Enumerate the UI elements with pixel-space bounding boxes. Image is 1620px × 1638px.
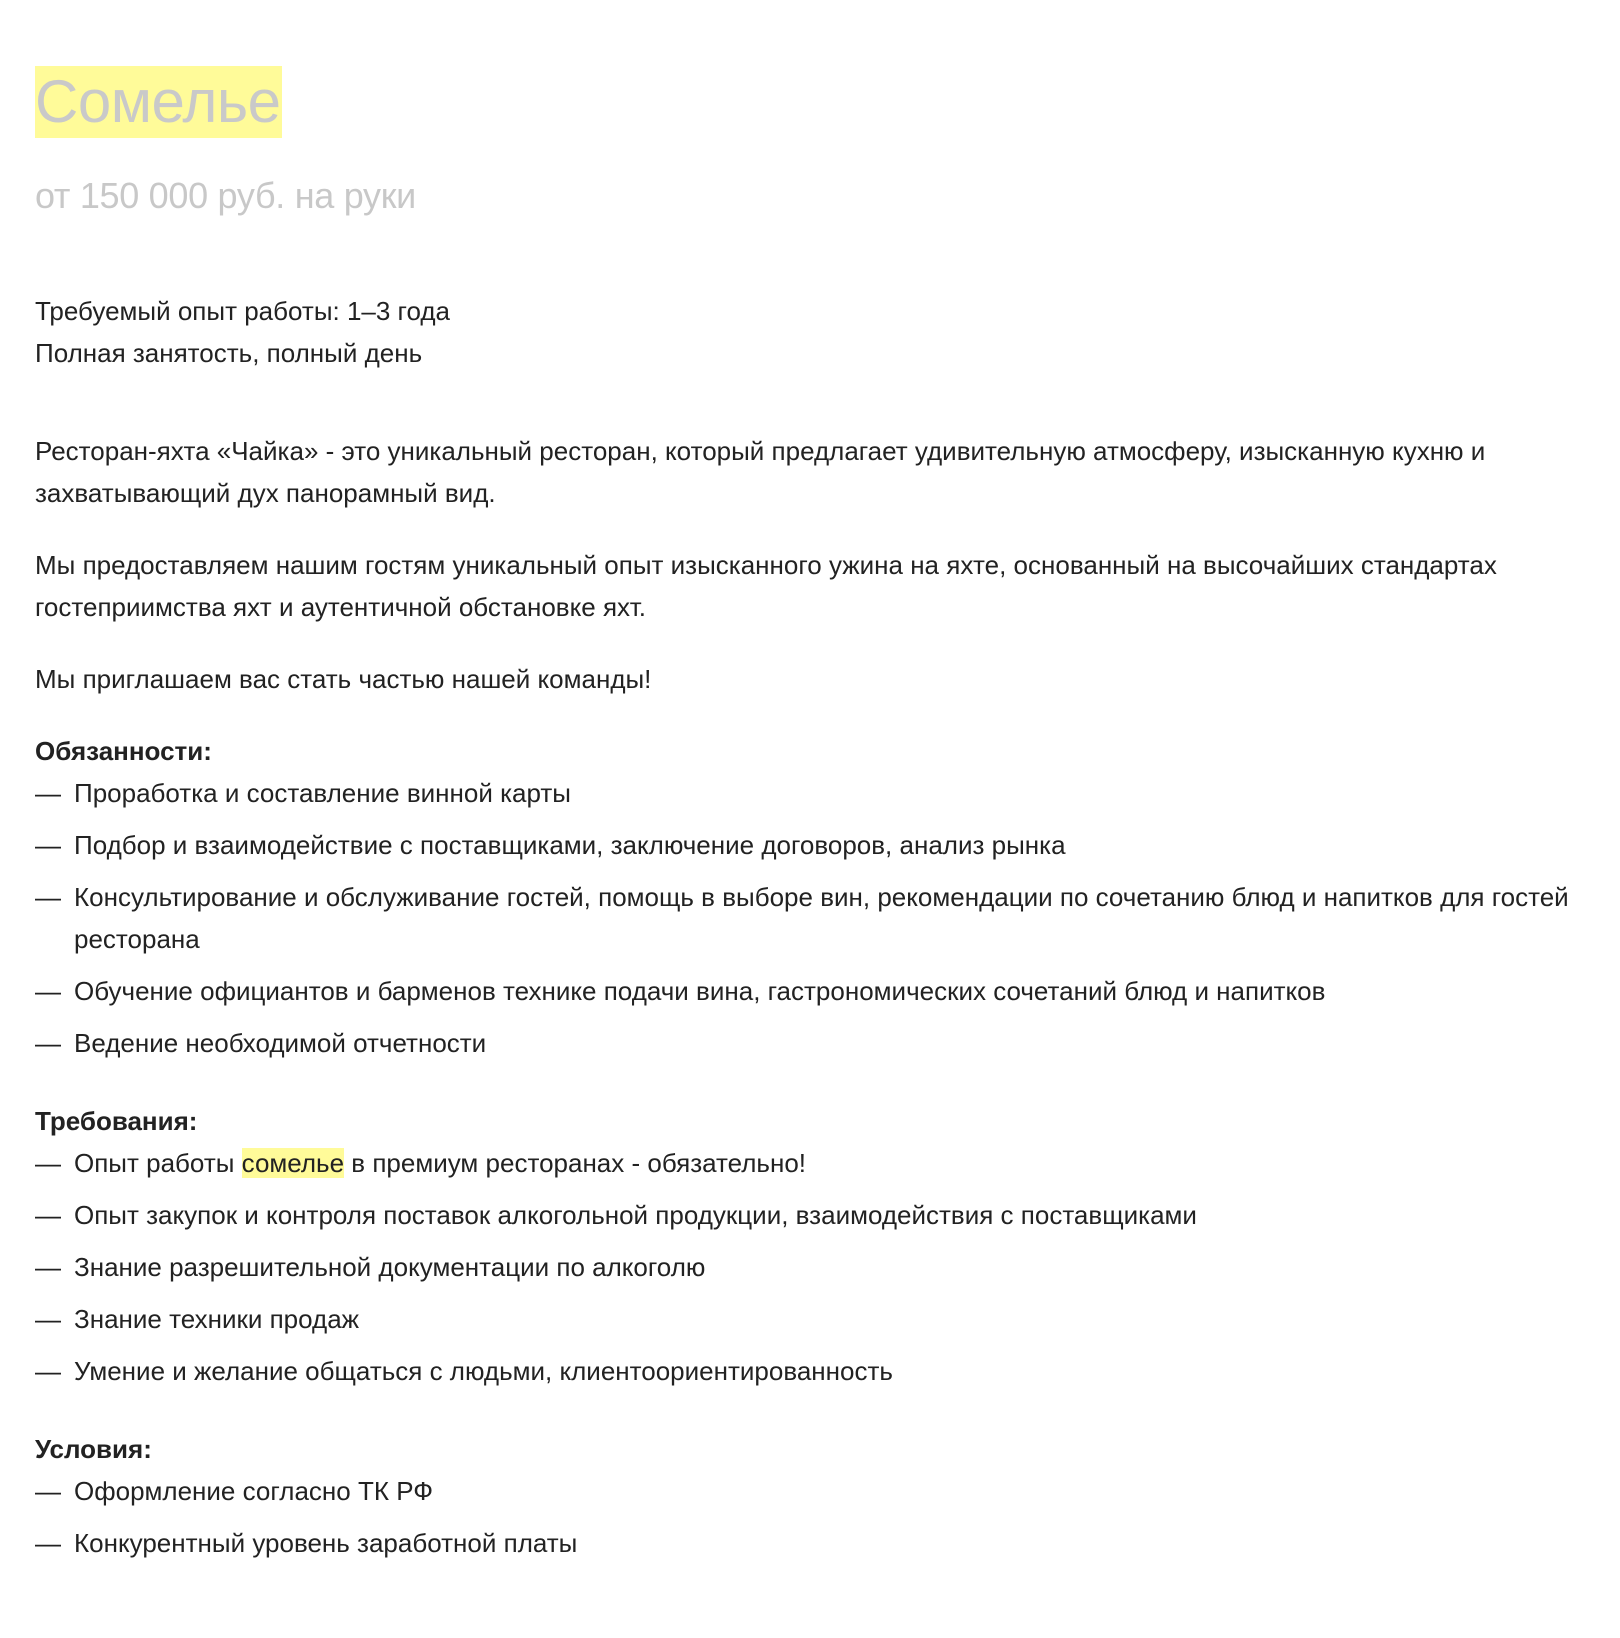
list-item (35, 876, 1595, 960)
title-wrap (35, 66, 1595, 138)
dash-mark: — (35, 1252, 61, 1282)
requirement-text-after: в премиум ресторанах - обязательно! (344, 1148, 807, 1178)
duty-text: Проработка и составление винной карты (74, 778, 571, 808)
requirements-heading: Требования: (35, 1106, 198, 1136)
dash-mark: — (35, 1476, 61, 1506)
description-paragraph-2: Мы предоставляем нашим гостям уникальный опыт изысканного ужина на яхте, основанный на высочайших стандартах гостеприимства яхт и аутентичной обстановке яхт. (35, 550, 1497, 622)
vacancy-salary: от 150 000 руб. на руки (35, 175, 416, 216)
vacancy-title: Сомелье (35, 66, 282, 138)
list-item (35, 1298, 1595, 1340)
duty-text: Ведение необходимой отчетности (74, 1028, 487, 1058)
experience-text: Требуемый опыт работы: 1–3 года (35, 296, 450, 326)
list-item (35, 1470, 1595, 1512)
dash-mark: — (35, 976, 61, 1006)
requirement-text-before: Опыт работы (74, 1148, 242, 1178)
dash-mark: — (35, 778, 61, 808)
duty-text: Консультирование и обслуживание гостей, помощь в выборе вин, рекомендации по сочетанию блюд и напитков для гостей ресторана (74, 882, 1569, 954)
duty-text: Подбор и взаимодействие с поставщиками, заключение договоров, анализ рынка (74, 830, 1066, 860)
list-item (35, 1350, 1595, 1392)
dash-mark: — (35, 1148, 61, 1178)
duties-heading: Обязанности: (35, 736, 212, 766)
conditions-heading: Условия: (35, 1434, 152, 1464)
dash-mark: — (35, 1200, 61, 1230)
dash-mark: — (35, 1028, 61, 1058)
dash-mark: — (35, 1528, 61, 1558)
requirement-text: Знание техники продаж (74, 1304, 360, 1334)
requirement-text: Опыт закупок и контроля поставок алкогольной продукции, взаимодействия с поставщиками (74, 1200, 1197, 1230)
description-paragraph-1: Ресторан-яхта «Чайка» - это уникальный ресторан, который предлагает удивительную атмосферу, изысканную кухню и захватывающий дух панорамный вид. (35, 436, 1486, 508)
list-item (35, 1022, 1595, 1064)
list-item (35, 824, 1595, 866)
dash-mark: — (35, 1356, 61, 1386)
conditions-list (35, 1470, 1595, 1564)
list-item (35, 1246, 1595, 1288)
duty-text: Обучение официантов и барменов технике подачи вина, гастрономических сочетаний блюд и напитков (74, 976, 1326, 1006)
requirement-text: Знание разрешительной документации по алкоголю (74, 1252, 706, 1282)
dash-mark: — (35, 1304, 61, 1334)
dash-mark: — (35, 882, 61, 912)
list-item (35, 772, 1595, 814)
dash-mark: — (35, 830, 61, 860)
requirements-list (35, 1142, 1595, 1392)
employment-text: Полная занятость, полный день (35, 338, 423, 368)
vacancy-page (35, 0, 1595, 1574)
description-paragraph-3: Мы приглашаем вас стать частью нашей команды! (35, 664, 652, 694)
condition-text: Конкурентный уровень заработной платы (74, 1528, 578, 1558)
vacancy-meta (35, 290, 1595, 374)
requirement-text: Умение и желание общаться с людьми, клиентоориентированность (74, 1356, 893, 1386)
list-item (35, 1522, 1595, 1564)
condition-text: Оформление согласно ТК РФ (74, 1476, 434, 1506)
search-highlight: сомелье (241, 1148, 345, 1178)
duties-list (35, 772, 1595, 1064)
list-item (35, 970, 1595, 1012)
list-item (35, 1194, 1595, 1236)
list-item (35, 1142, 1595, 1184)
